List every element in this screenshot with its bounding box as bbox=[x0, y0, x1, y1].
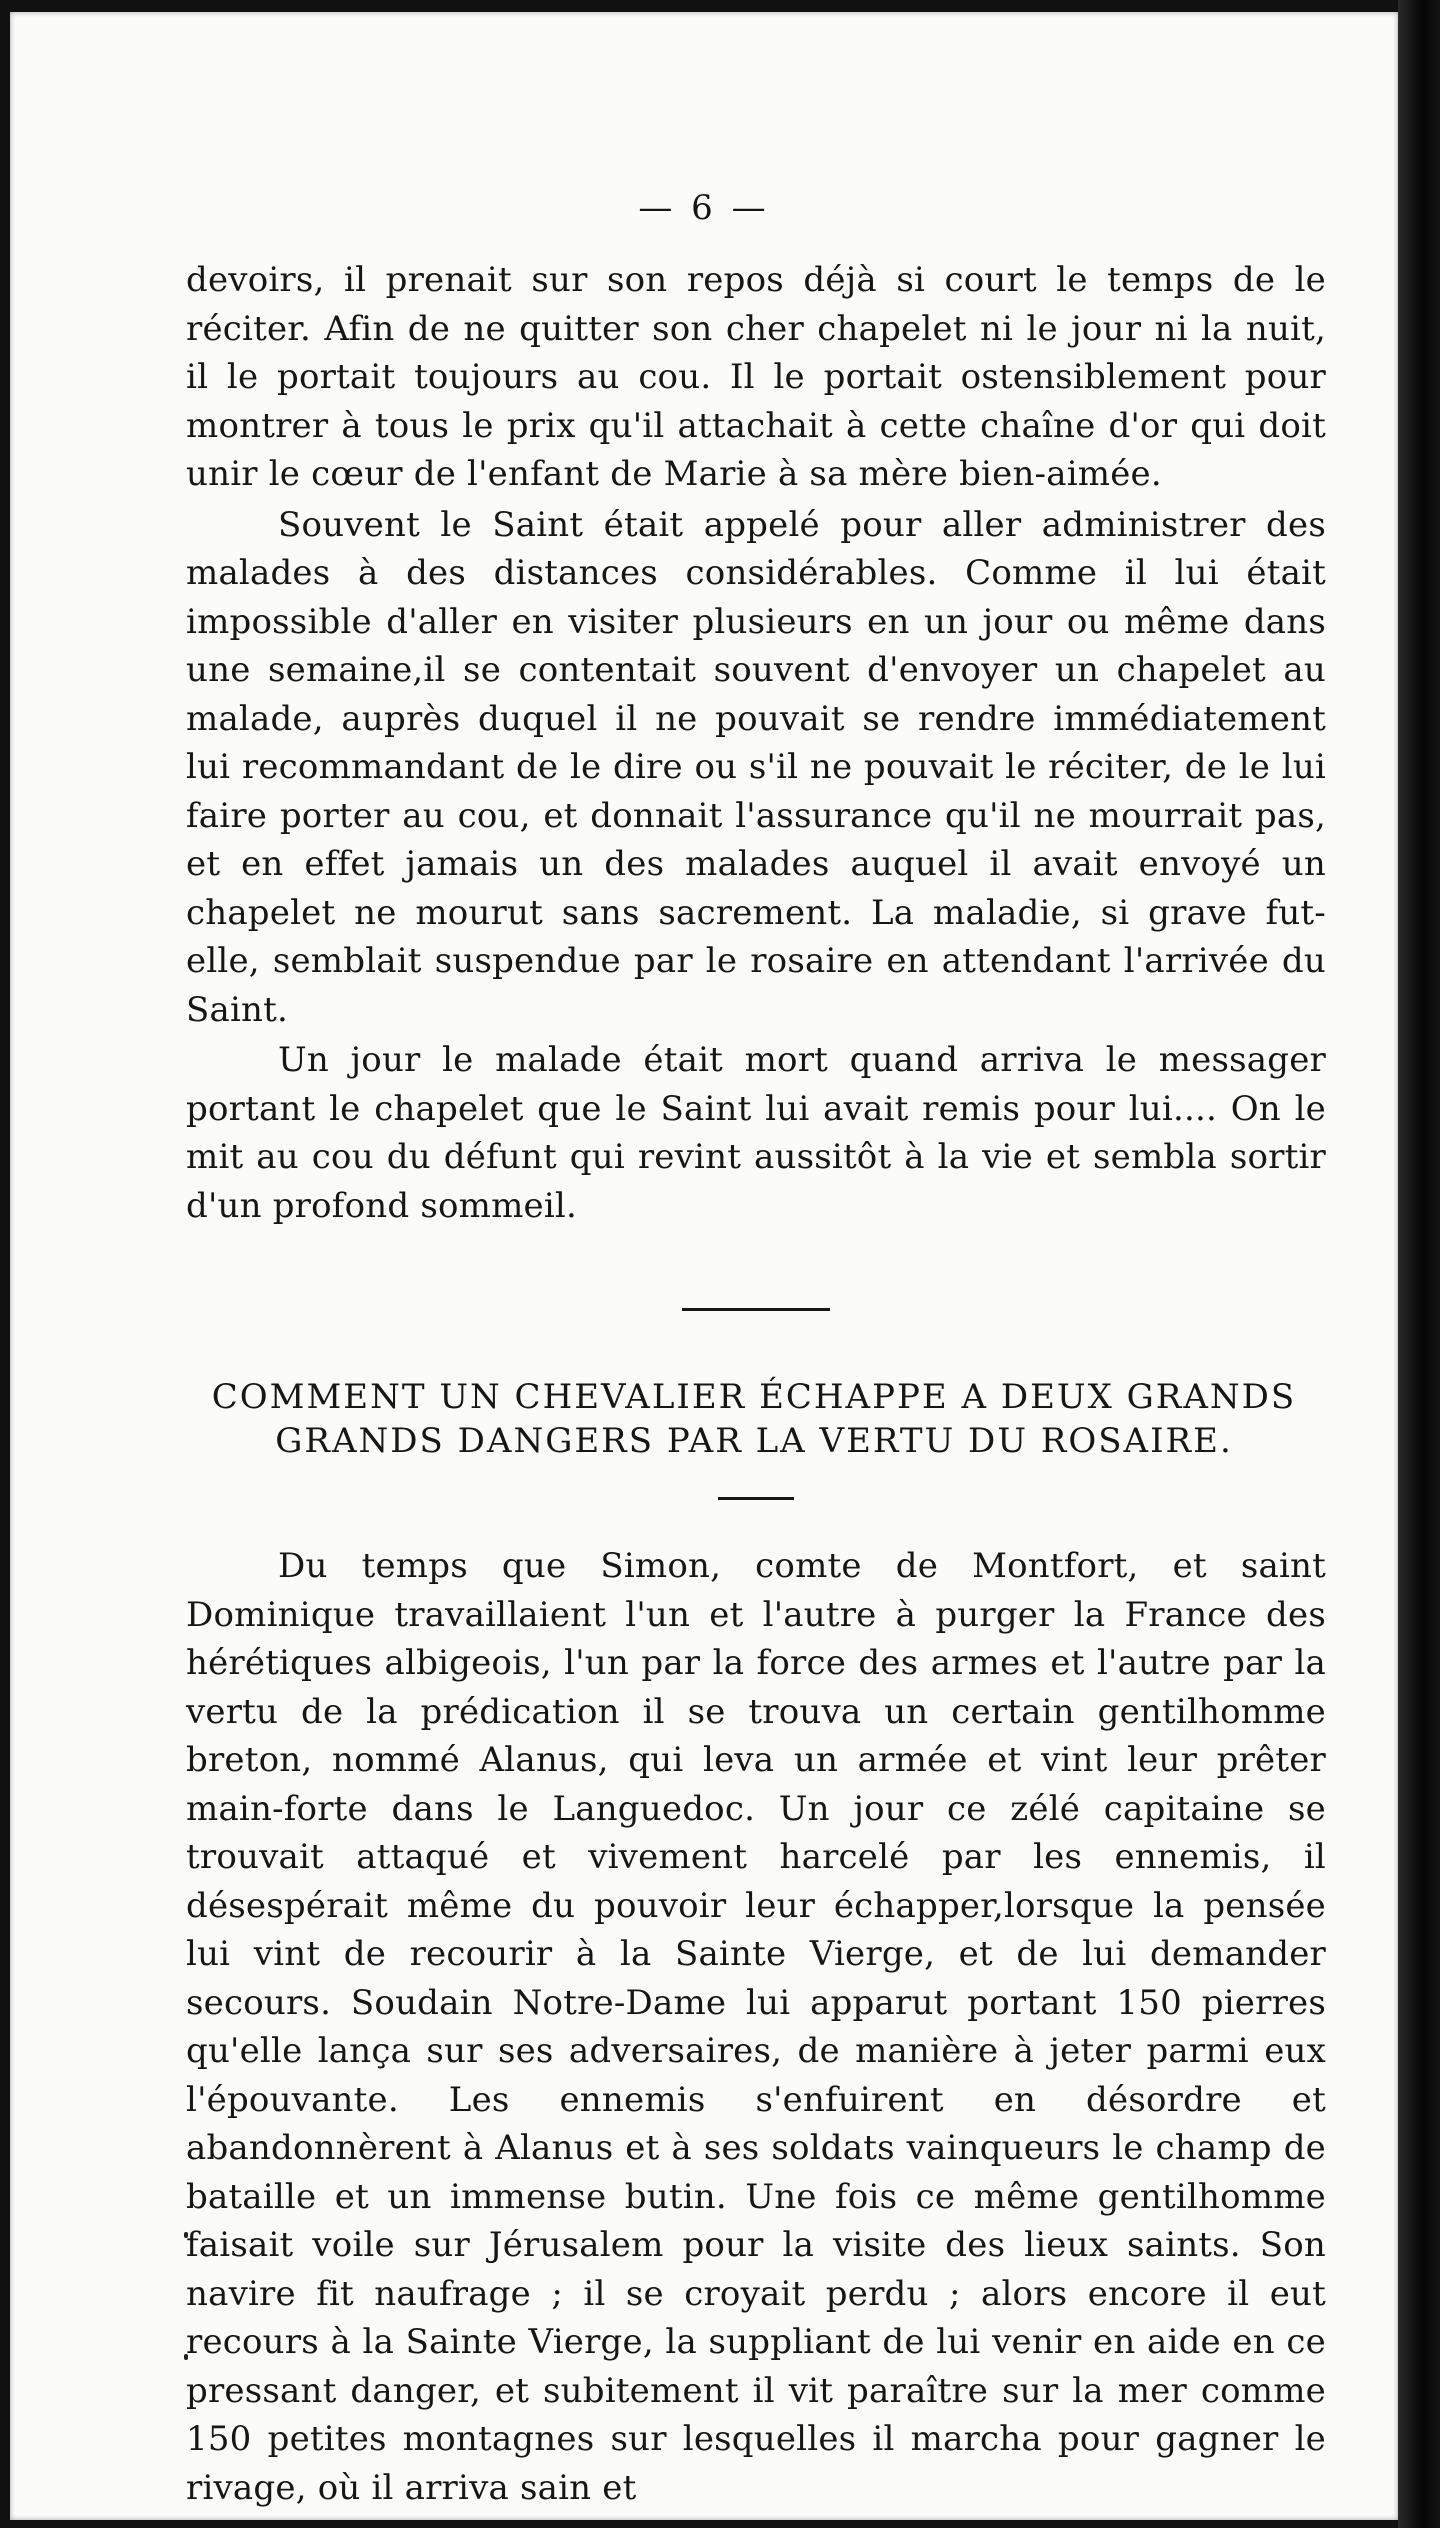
section-title-line-2: GRANDS DANGERS PAR LA VERTU DU ROSAIRE. bbox=[275, 1421, 1233, 1461]
paragraph-dead-revived: Un jour le malade était mort quand arriva le messager portant le chapelet que le Saint lui avait remis pour lui.... On le mit au cou du défunt qui revint aussitôt à la vie et sembla sortir d'un profond sommeil. bbox=[186, 1040, 1326, 1226]
section-body-paragraph: Du temps que Simon, comte de Montfort, et saint Dominique travaillaient l'un et l'autre à purger la France des hérétiques albigeois, l'un par la force des armes et l'autre par la vertu de la prédication il se trouva un certain gentilhomme breton, nommé Alanus, qui leva un armée et vint leur prêter main-forte dans le Languedoc. Un jour ce zélé capitaine se trouvait attaqué et vivement harcelé par les ennemis, il désespérait même du pouvoir leur échapper,lorsque la pensée lui vint de recourir à la Sainte Vierge, et de lui demander secours. Soudain Notre-Dame lui apparut portant 150 pierres qu'elle lança sur ses adversaires, de manière à jeter parmi eux l'épouvante. Les ennemis s'enfuirent en désordre et abandonnèrent à Alanus et à ses soldats vainqueurs le champ de bataille et un immense butin. Une fois ce même gentilhomme faisait voile sur Jérusalem pour la visite des lieux saints. Son navire fit naufrage ; il se croyait perdu ; alors encore il eut recours à la Sainte Vierge, la suppliant de lui venir en aide en ce pressant danger, et subitement il vit paraître sur la mer comme 150 petites montagnes sur lesquelles il marcha pour gagner le rivage, où il arriva sain et bbox=[186, 1546, 1326, 2508]
paragraph-continuation: devoirs, il prenait sur son repos déjà si court le temps de le réciter. Afin de ne quitter son cher chapelet ni le jour ni la nuit, il le portait toujours au cou. Il le portait ostensiblement pour montrer à tous le prix qu'il attachait à cette chaîne d'or qui doit unir le cœur de l'enfant de Marie à sa mère bien-aimée. bbox=[186, 260, 1326, 494]
page-number: — 6 — bbox=[638, 188, 770, 228]
page-text bbox=[186, 180, 1326, 2512]
section-title-line-1: COMMENT UN CHEVALIER ÉCHAPPE A DEUX GRANDS bbox=[211, 1377, 1297, 1417]
scan-right-edge bbox=[1398, 0, 1440, 2528]
title-underline bbox=[718, 1497, 794, 1500]
section-separator bbox=[682, 1308, 830, 1311]
section-title bbox=[182, 1375, 1326, 1463]
paragraph-saint-sick-visits: Souvent le Saint était appelé pour aller administrer des malades à des distances considérables. Comme il lui était impossible d'aller en visiter plusieurs en un jour ou même dans une semaine,il se contentait souvent d'envoyer un chapelet au malade, auprès duquel il ne pouvait se rendre immédiatement lui recommandant de le dire ou s'il ne pouvait le réciter, de le lui faire porter au cou, et donnait l'assurance qu'il ne mourrait pas, et en effet jamais un des malades auquel il avait envoyé un chapelet ne mourut sans sacrement. La maladie, si grave fut-elle, semblait suspendue par le rosaire en attendant l'arrivée du Saint. bbox=[186, 504, 1326, 1030]
